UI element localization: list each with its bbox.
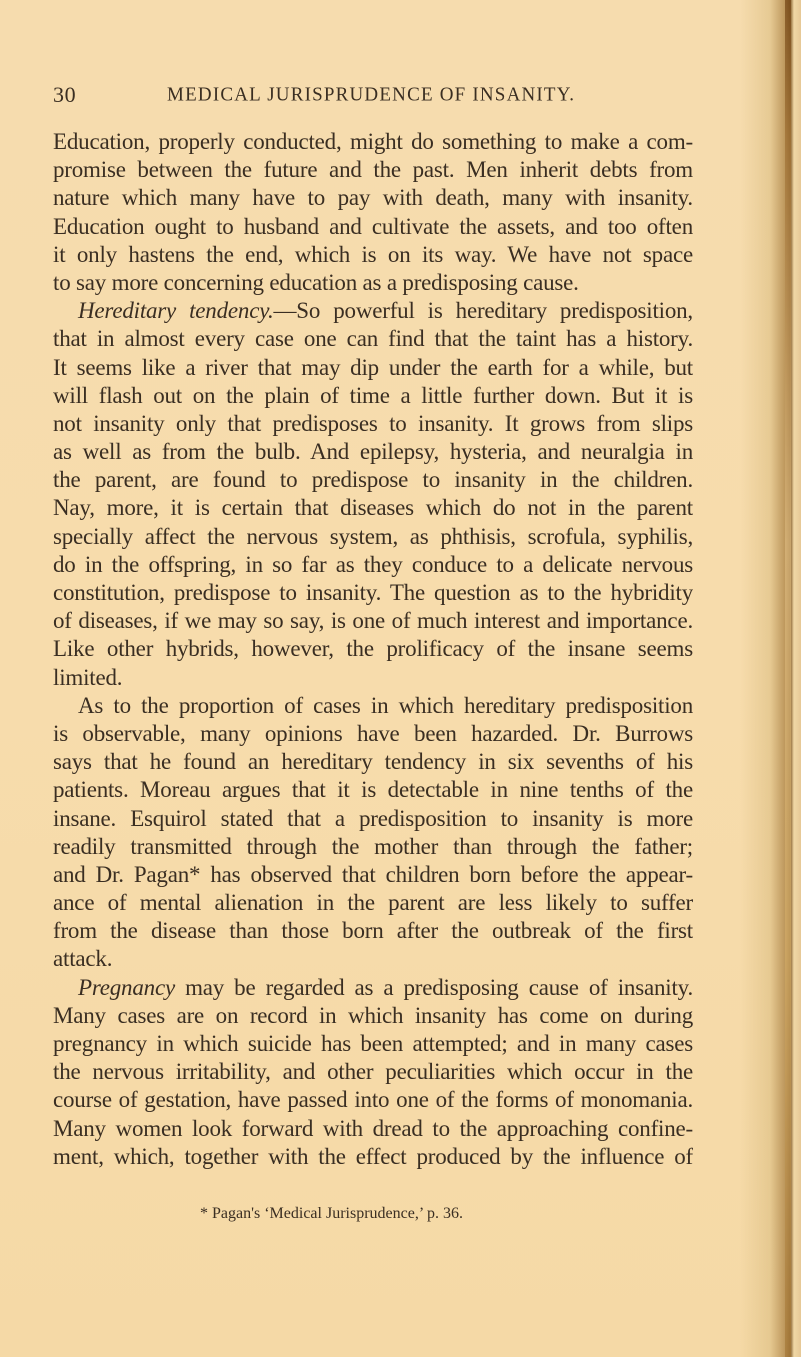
text-line: attack. <box>53 946 113 972</box>
text-line: do in the offspring, in so far as they conduce to a delicate nervous <box>53 551 693 577</box>
text-line: Many cases are on record in which insanity has come on during <box>53 1002 693 1028</box>
text-line: As to the proportion of cases in which hereditary predisposition <box>78 692 693 718</box>
text-line: limited. <box>53 664 123 690</box>
text-line: not insanity only that predisposes to insanity. It grows from slips <box>53 410 693 436</box>
text-line: will flash out on the plain of time a little further down. But it is <box>53 382 693 408</box>
text-line-section-pregnancy: Pregnancy may be regarded as a predisposing cause of insanity. <box>78 974 693 1000</box>
text-line: of diseases, if we may so say, is one of much interest and importance. <box>53 608 693 634</box>
text-line: the nervous irritability, and other peculiarities which occur in the <box>53 1059 693 1085</box>
text-line: Like other hybrids, however, the prolificacy of the insane seems <box>53 636 693 662</box>
text-line: readily transmitted through the mother than through the father; <box>53 833 693 859</box>
text-line: ance of mental alienation in the parent are less likely to suffer <box>53 890 693 916</box>
text-line: patients. Moreau argues that it is detectable in nine tenths of the <box>53 777 693 803</box>
text-line: Education ought to husband and cultivate the assets, and too often <box>53 213 693 239</box>
text-line: promise between the future and the past. Men inherit debts from <box>53 157 693 183</box>
section-heading-pregnancy: Pregnancy <box>78 974 175 1000</box>
text-line: constitution, predispose to insanity. The question as to the hybridity <box>53 580 693 605</box>
text-line: specially affect the nervous system, as phthisis, scrofula, syphilis, <box>53 523 693 549</box>
text-line: course of gestation, have passed into one of the forms of monomania. <box>53 1087 693 1113</box>
text-line: Education, properly conducted, might do something to make a com- <box>53 129 693 154</box>
text-line: the parent, are found to predispose to insanity in the children. <box>53 467 693 493</box>
running-title: MEDICAL JURISPRUDENCE OF INSANITY. <box>167 83 576 106</box>
text-line: nature which many have to pay with death, many with insanity. <box>53 185 693 211</box>
text-line: Nay, more, it is certain that diseases which do not in the parent <box>53 495 693 521</box>
text-line: Many women look forward with dread to the approaching confine- <box>53 1115 693 1141</box>
text-line: as well as from the bulb. And epilepsy, hysteria, and neuralgia in <box>53 439 693 465</box>
text-line-section-hereditary: Hereditary tendency.—So powerful is hereditary predisposition, <box>78 298 693 324</box>
text-line: ment, which, together with the effect produced by the influence of <box>53 1143 693 1169</box>
text-line: to say more concerning education as a predisposing cause. <box>53 269 579 295</box>
footnote: * Pagan's ‘Medical Jurisprudence,’ p. 36. <box>200 1205 463 1222</box>
section-heading-hereditary-tendency: Hereditary tendency. <box>78 298 274 324</box>
text-line: from the disease than those born after the outbreak of the first <box>53 918 693 944</box>
text-line: pregnancy in which suicide has been attempted; and in many cases <box>53 1031 693 1056</box>
body-text <box>53 128 693 1171</box>
page-number: 30 <box>53 82 77 107</box>
text-line: insane. Esquirol stated that a predisposition to insanity is more <box>53 805 693 831</box>
text-line: is observable, many opinions have been hazarded. Dr. Burrows <box>53 720 693 746</box>
text-line: It seems like a river that may dip under the earth for a while, but <box>53 354 693 380</box>
text-line: it only hastens the end, which is on its way. We have not space <box>53 241 693 267</box>
text-line: that in almost every case one can find that the taint has a history. <box>53 326 693 352</box>
text-line-footnote-ref: and Dr. Pagan* has observed that children born before the appear- <box>53 861 693 887</box>
page-gutter-shadow <box>785 0 791 1357</box>
text-line: says that he found an hereditary tendency in six sevenths of his <box>53 749 693 775</box>
running-head <box>53 82 733 112</box>
